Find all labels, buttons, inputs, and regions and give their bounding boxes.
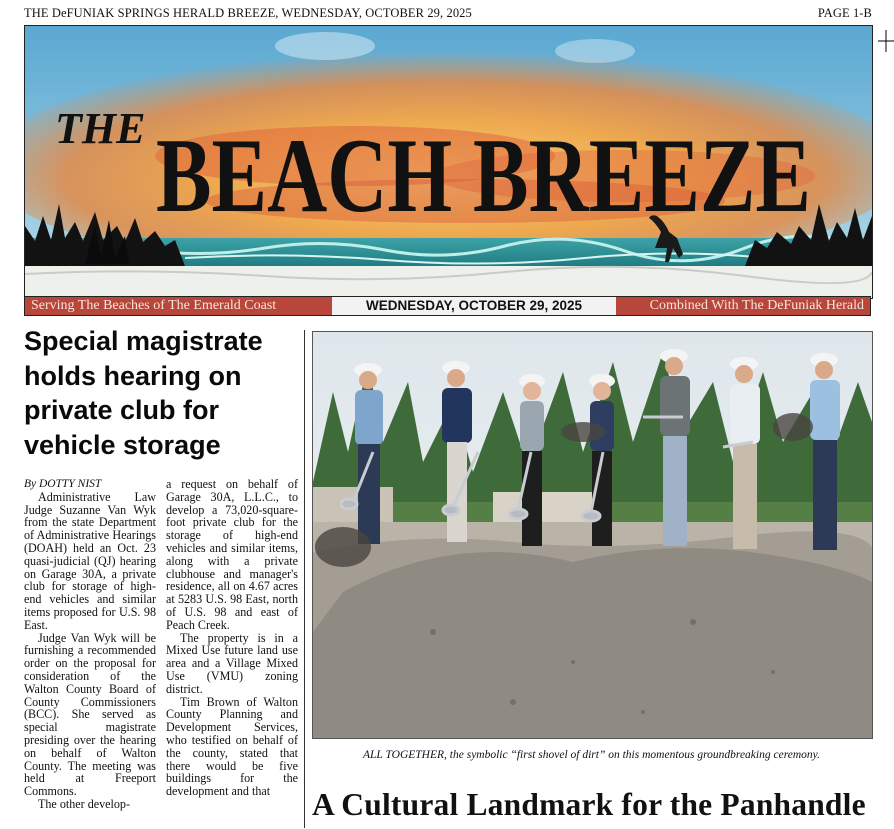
- headline-line: vehicle storage: [24, 429, 221, 460]
- paragraph: Judge Van Wyk will be furnishing a recommended order on the proposal for consideration of the Walton County Board of County Commissioners (BCC). She served as special magistrate presiding over the hearing on behalf of Walton County. The meeting was held at Freeport Commons.: [24, 630, 156, 799]
- column-divider: [304, 330, 305, 828]
- header-publication-line: THE DeFUNIAK SPRINGS HERALD BREEZE, WEDNESDAY, OCTOBER 29, 2025: [24, 6, 472, 20]
- byline: By DOTTY NIST: [24, 478, 102, 490]
- masthead-ribbon: [24, 296, 871, 316]
- groundbreaking-photo: [312, 331, 873, 739]
- paragraph: The other develop-: [38, 796, 131, 811]
- article-column-2: [166, 478, 298, 798]
- headline-line: private club for: [24, 395, 220, 425]
- photo-illustration: [313, 332, 872, 738]
- masthead-the: THE: [55, 104, 146, 153]
- ribbon-tagline: Serving The Beaches of The Emerald Coast: [31, 298, 277, 313]
- paragraph: Tim Brown of Walton County Planning and Development Services, who testified on behalf of the county, stated that there would be five buildings for the development and that: [166, 694, 298, 799]
- ribbon-combined-note: Combined With The DeFuniak Herald: [649, 298, 864, 313]
- headline-line: holds hearing on: [24, 360, 242, 391]
- masthead-banner: [24, 25, 873, 299]
- photo-caption: ALL TOGETHER, the symbolic “first shovel of dirt” on this momentous groundbreaking ceremony.: [362, 749, 820, 761]
- masthead-title: BEACH BREEZE: [156, 117, 811, 234]
- ribbon-date: WEDNESDAY, OCTOBER 29, 2025: [332, 297, 616, 315]
- paragraph: The property is in a Mixed Use future land use area and a Village Mixed Use (VMU) zoning district.: [166, 630, 298, 696]
- header-page-number: PAGE 1-B: [817, 6, 872, 20]
- paragraph: a request on behalf of Garage 30A, L.L.C., to develop a 73,020-square-foot private club for the storage of high-end vehicles and similar items, along with a private clubhouse and manager's residence, all on 4.67 acres at 5283 U.S. 98 East, north of U.S. 98 and east of Peach Creek.: [166, 477, 298, 632]
- page-header: [24, 6, 872, 22]
- second-article-headline: A Cultural Landmark for the Panhandle: [312, 787, 866, 822]
- article-column-1: [24, 478, 156, 811]
- masthead-artwork: [25, 26, 872, 298]
- registration-mark-icon: [878, 30, 894, 52]
- headline-line: Special magistrate: [24, 326, 263, 356]
- article-headline: [24, 324, 299, 462]
- paragraph: Administrative Law Judge Suzanne Van Wyk from the state Department of Administrative Hearings (DOAH) held an Oct. 23 quasi-judicial (QJ) hearing on Garage 30A, a private club for storage of high-end vehicles and similar items proposed for U.S. 98 East.: [24, 489, 156, 632]
